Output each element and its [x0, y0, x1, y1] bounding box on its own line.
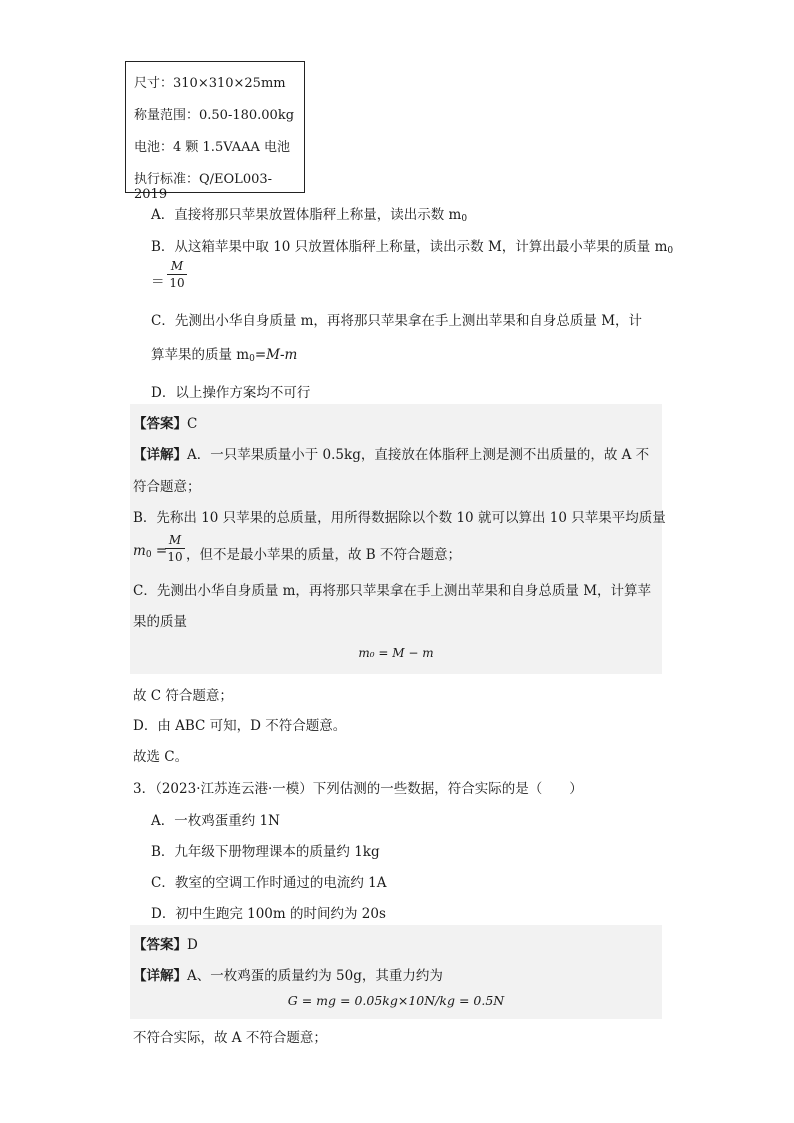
spec-size: 尺寸：310×310×25mm [134, 76, 286, 91]
q2-option-a: A．直接将那只苹果放置体脂秤上称量，读出示数 $m_0$ [151, 207, 468, 224]
q2-conclusion: 故选 C。 [133, 749, 189, 765]
q2-detail-c-line1: C．先测出小华自身质量 m，再将那只苹果拿在手上测出苹果和自身总质量 M，计算苹 [133, 583, 652, 599]
q3-stem: 3．（2023·江苏连云港·一模）下列估测的一些数据，符合实际的是（ ） [133, 781, 583, 797]
q2-option-c-line2: 算苹果的质量 $m_0=M-m$ [151, 347, 298, 364]
q2-detail-b-fraction: M 10 [165, 533, 185, 564]
q2-answer: 【答案】C [133, 416, 198, 432]
q2-detail-b-tail: ，但不是最小苹果的质量，故 B 不符合题意； [186, 547, 462, 563]
q3-detail-a: 【详解】A、一枚鸡蛋的质量约为 50g，其重力约为 [133, 968, 443, 984]
q2-option-b-eq: ＝ [151, 274, 165, 290]
spec-box [125, 61, 305, 202]
q2-detail-c-line2: 果的质量 [133, 614, 187, 630]
q3-answer-shade [130, 925, 662, 957]
q2-detail-b-line1: B．先称出 10 只苹果的总质量，用所得数据除以个数 10 就可以算出 10 只苹果平均质量 [133, 510, 666, 526]
q3-option-b: B．九年级下册物理课本的质量约 1kg [151, 844, 380, 860]
q3-answer: 【答案】D [133, 937, 198, 953]
q2-option-b: B．从这箱苹果中取 10 只放置体脂秤上称量，读出示数 M，计算出最小苹果的质量 $m_0$ [151, 239, 674, 256]
spec-battery: 电池：4 颗 1.5VAAA 电池 [134, 140, 291, 155]
q2-option-b-fraction: M 10 [167, 259, 187, 290]
q2-detail-c-conclusion: 故 C 符合题意； [133, 688, 233, 704]
q2-option-c-line1: C．先测出小华自身质量 m，再将那只苹果拿在手上测出苹果和自身总质量 M，计 [151, 313, 643, 329]
q2-detail-a-line2: 符合题意； [133, 479, 201, 495]
q3-option-c: C．教室的空调工作时通过的电流约 1A [151, 875, 387, 891]
spec-range: 称量范围：0.50-180.00kg [134, 108, 295, 123]
q2-detail-a-line1: 【详解】A．一只苹果质量小于 0.5kg，直接放在体脂秤上测是测不出质量的，故 A 不 [133, 447, 650, 463]
q3-option-d: D．初中生跑完 100m 的时间约为 20s [151, 906, 386, 922]
q2-detail-c-equation: m₀ = M − m [358, 646, 434, 660]
spec-standard: 执行标准：Q/EOL003-2019 [134, 172, 273, 202]
q2-detail-b-formula: $m_0$ = [133, 543, 168, 560]
q3-detail-a-equation: G = mg = 0.05kg×10N/kg = 0.5N [287, 993, 505, 1008]
q2-answer-shade [130, 404, 662, 436]
q2-detail-d: D．由 ABC 可知，D 不符合题意。 [133, 718, 347, 734]
q2-option-d: D．以上操作方案均不可行 [151, 385, 311, 401]
q3-option-a: A．一枚鸡蛋重约 1N [151, 813, 280, 829]
q3-detail-a-tail: 不符合实际，故 A 不符合题意； [133, 1030, 327, 1046]
